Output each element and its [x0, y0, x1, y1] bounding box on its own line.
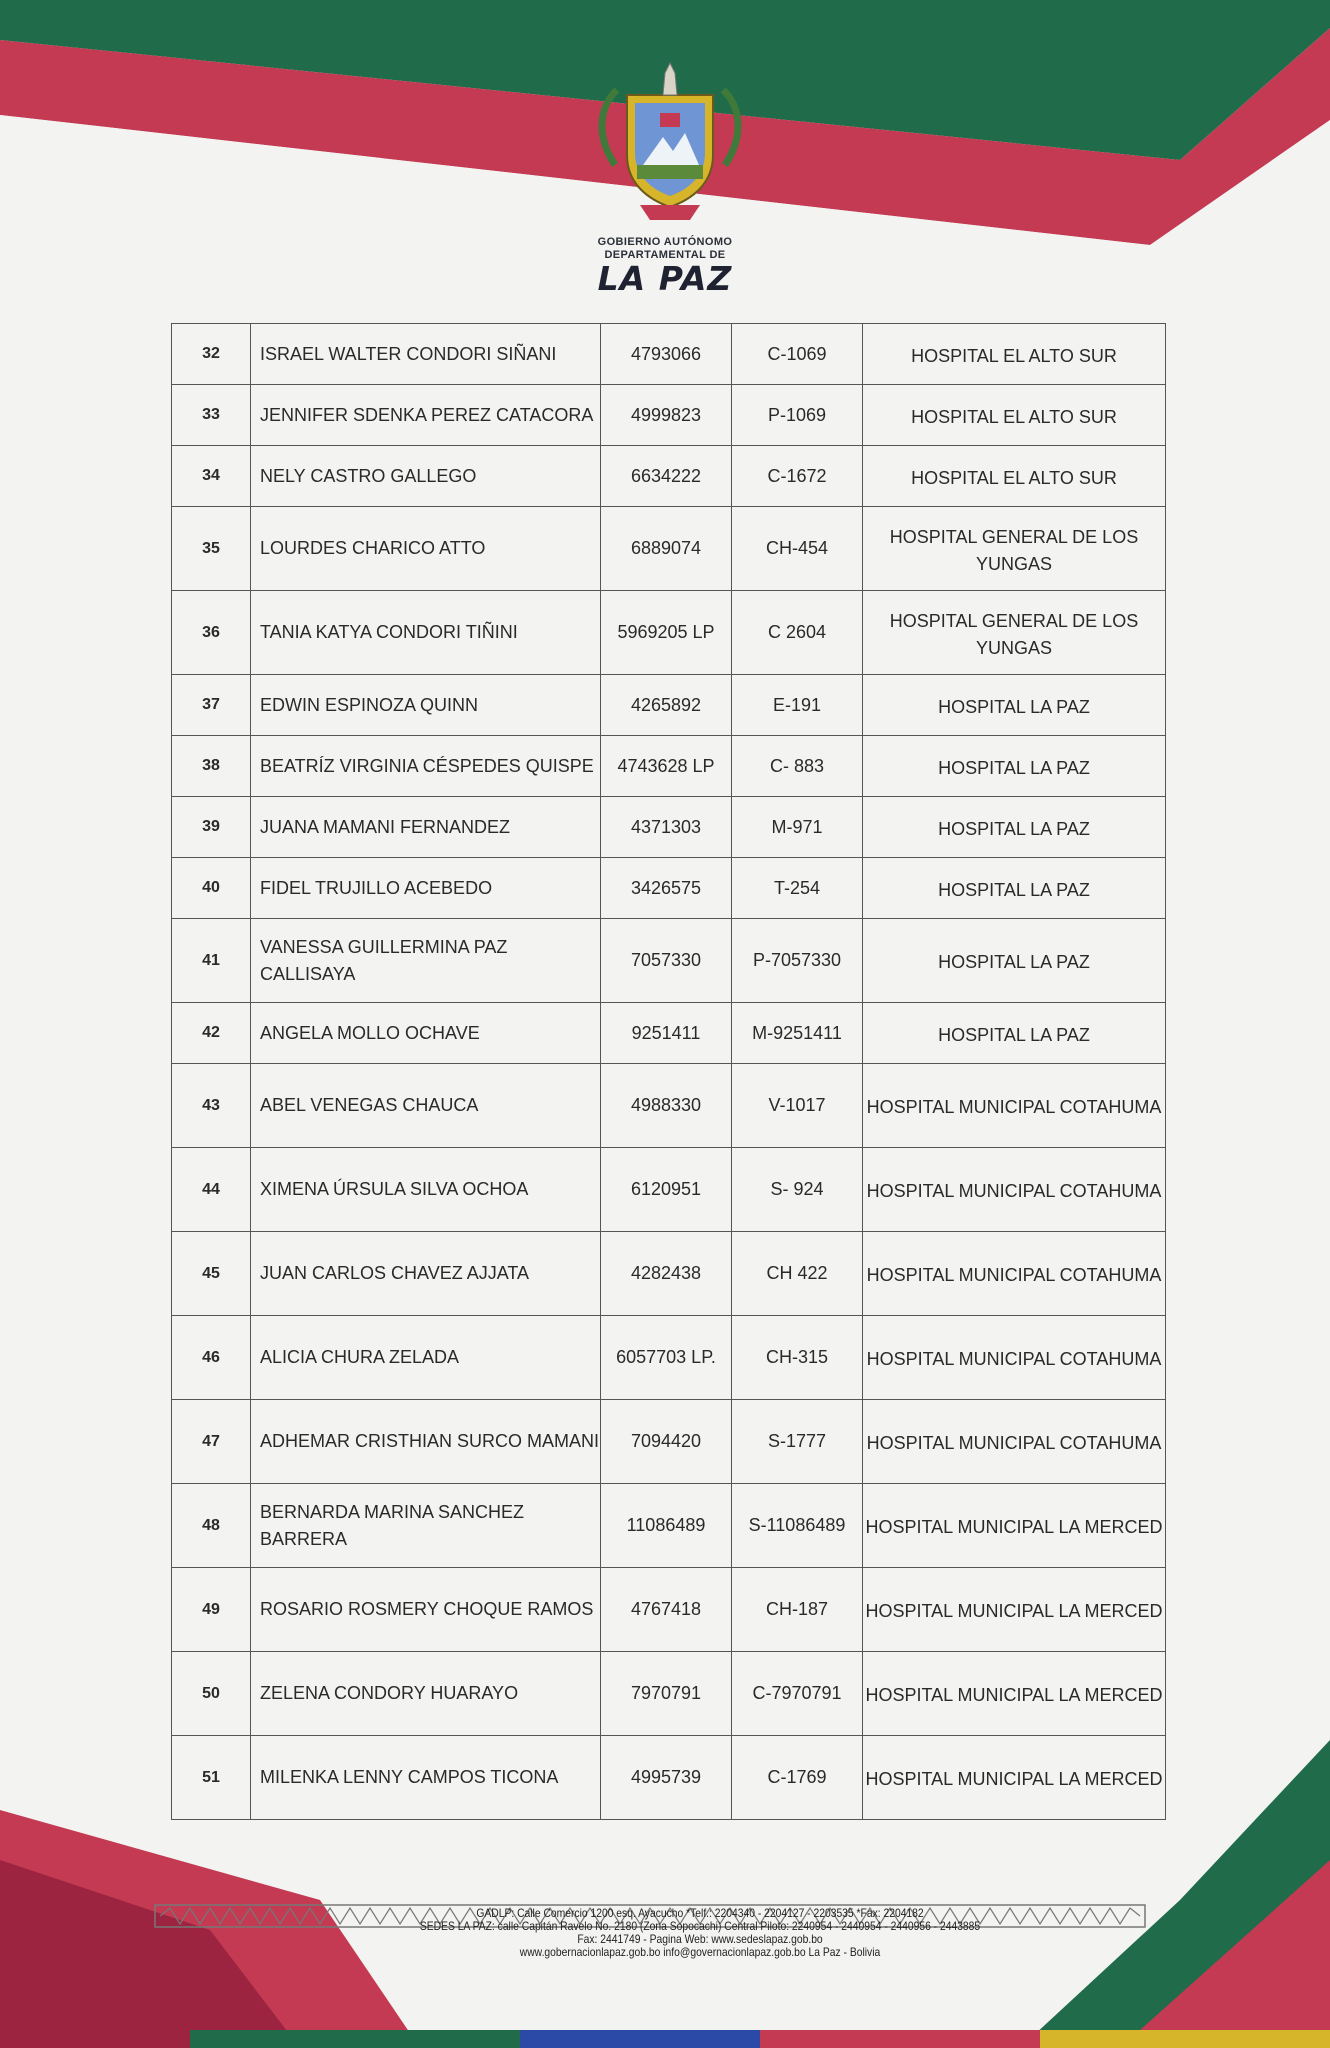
- row-name: JUANA MAMANI FERNANDEZ: [251, 797, 601, 858]
- row-number: 45: [172, 1232, 251, 1316]
- row-number: 42: [172, 1003, 251, 1064]
- table-row: [172, 1064, 1166, 1148]
- footer-line-2: SEDES LA PAZ: calle Capitán Ravelo No. 2180 (Zona Sopocachi) Central Piloto: 2240954 - 2440954 - 2440956 - 2443885: [419, 1919, 981, 1933]
- row-name: ZELENA CONDORY HUARAYO: [251, 1652, 601, 1736]
- row-number: 49: [172, 1568, 251, 1652]
- row-name: ANGELA MOLLO OCHAVE: [251, 1003, 601, 1064]
- row-number: 46: [172, 1316, 251, 1400]
- row-id-number: 4743628 LP: [601, 736, 732, 797]
- row-name: FIDEL TRUJILLO ACEBEDO: [251, 858, 601, 919]
- row-number: 38: [172, 736, 251, 797]
- row-number: 43: [172, 1064, 251, 1148]
- organization-name: [560, 236, 770, 296]
- row-name: VANESSA GUILLERMINA PAZ CALLISAYA: [251, 919, 601, 1003]
- row-hospital: HOSPITAL LA PAZ: [863, 675, 1166, 736]
- row-name: XIMENA ÚRSULA SILVA OCHOA: [251, 1148, 601, 1232]
- table-row: [172, 385, 1166, 446]
- row-code: C 2604: [732, 591, 863, 675]
- row-number: 51: [172, 1736, 251, 1820]
- row-name: ALICIA CHURA ZELADA: [251, 1316, 601, 1400]
- table-row: [172, 1400, 1166, 1484]
- row-code: CH-187: [732, 1568, 863, 1652]
- row-hospital: HOSPITAL MUNICIPAL COTAHUMA: [863, 1232, 1166, 1316]
- table-row: [172, 324, 1166, 385]
- row-name: EDWIN ESPINOZA QUINN: [251, 675, 601, 736]
- row-id-number: 4793066: [601, 324, 732, 385]
- row-hospital: HOSPITAL MUNICIPAL COTAHUMA: [863, 1316, 1166, 1400]
- org-name: LA PAZ: [597, 259, 733, 298]
- row-hospital: HOSPITAL LA PAZ: [863, 1003, 1166, 1064]
- org-line-1: GOBIERNO AUTÓNOMO: [597, 236, 733, 248]
- row-hospital: HOSPITAL LA PAZ: [863, 858, 1166, 919]
- row-code: CH-315: [732, 1316, 863, 1400]
- row-id-number: 6057703 LP.: [601, 1316, 732, 1400]
- row-hospital: HOSPITAL MUNICIPAL COTAHUMA: [863, 1148, 1166, 1232]
- row-code: E-191: [732, 675, 863, 736]
- row-hospital: HOSPITAL MUNICIPAL LA MERCED: [863, 1484, 1166, 1568]
- row-code: CH-454: [732, 507, 863, 591]
- row-code: C- 883: [732, 736, 863, 797]
- row-number: 33: [172, 385, 251, 446]
- bottom-stripe-red: [760, 2030, 1040, 2048]
- row-code: CH 422: [732, 1232, 863, 1316]
- row-name: ABEL VENEGAS CHAUCA: [251, 1064, 601, 1148]
- table-row: [172, 675, 1166, 736]
- row-hospital: HOSPITAL MUNICIPAL LA MERCED: [863, 1652, 1166, 1736]
- row-id-number: 7970791: [601, 1652, 732, 1736]
- row-id-number: 7057330: [601, 919, 732, 1003]
- row-id-number: 9251411: [601, 1003, 732, 1064]
- table-row: [172, 1736, 1166, 1820]
- row-number: 48: [172, 1484, 251, 1568]
- row-name: MILENKA LENNY CAMPOS TICONA: [251, 1736, 601, 1820]
- table-row: [172, 736, 1166, 797]
- row-name: ROSARIO ROSMERY CHOQUE RAMOS: [251, 1568, 601, 1652]
- org-line-2: DEPARTAMENTAL DE: [604, 249, 726, 261]
- row-name: JENNIFER SDENKA PEREZ CATACORA: [251, 385, 601, 446]
- row-code: C-1769: [732, 1736, 863, 1820]
- row-id-number: 4767418: [601, 1568, 732, 1652]
- personnel-table: [171, 323, 1166, 1820]
- row-hospital: HOSPITAL LA PAZ: [863, 919, 1166, 1003]
- table-row: [172, 1148, 1166, 1232]
- row-hospital: HOSPITAL MUNICIPAL COTAHUMA: [863, 1400, 1166, 1484]
- table-row: [172, 1003, 1166, 1064]
- row-id-number: 6889074: [601, 507, 732, 591]
- row-hospital: HOSPITAL EL ALTO SUR: [863, 324, 1166, 385]
- table-row: [172, 797, 1166, 858]
- row-code: C-1069: [732, 324, 863, 385]
- bottom-stripe-gold: [1040, 2030, 1330, 2048]
- row-number: 34: [172, 446, 251, 507]
- row-number: 32: [172, 324, 251, 385]
- row-number: 50: [172, 1652, 251, 1736]
- coat-of-arms-logo: [595, 55, 745, 225]
- row-code: M-9251411: [732, 1003, 863, 1064]
- row-id-number: 4999823: [601, 385, 732, 446]
- row-number: 36: [172, 591, 251, 675]
- table-row: [172, 446, 1166, 507]
- row-id-number: 6120951: [601, 1148, 732, 1232]
- row-name: NELY CASTRO GALLEGO: [251, 446, 601, 507]
- row-name: ADHEMAR CRISTHIAN SURCO MAMANI: [251, 1400, 601, 1484]
- row-number: 41: [172, 919, 251, 1003]
- footer-line-3: Fax: 2441749 - Pagina Web: www.sedeslapaz.gob.bo: [577, 1932, 823, 1946]
- table-row: [172, 1568, 1166, 1652]
- row-code: V-1017: [732, 1064, 863, 1148]
- row-code: C-1672: [732, 446, 863, 507]
- row-name: ISRAEL WALTER CONDORI SIÑANI: [251, 324, 601, 385]
- row-id-number: 7094420: [601, 1400, 732, 1484]
- row-hospital: HOSPITAL EL ALTO SUR: [863, 446, 1166, 507]
- bottom-stripe-blue: [520, 2030, 760, 2048]
- row-hospital: HOSPITAL GENERAL DE LOS YUNGAS: [863, 507, 1166, 591]
- row-id-number: 3426575: [601, 858, 732, 919]
- row-code: S- 924: [732, 1148, 863, 1232]
- row-hospital: HOSPITAL MUNICIPAL COTAHUMA: [863, 1064, 1166, 1148]
- row-hospital: HOSPITAL LA PAZ: [863, 736, 1166, 797]
- row-code: C-7970791: [732, 1652, 863, 1736]
- row-number: 37: [172, 675, 251, 736]
- row-id-number: 5969205 LP: [601, 591, 732, 675]
- row-code: M-971: [732, 797, 863, 858]
- bottom-stripe-green: [190, 2030, 520, 2048]
- row-number: 40: [172, 858, 251, 919]
- row-hospital: HOSPITAL MUNICIPAL LA MERCED: [863, 1736, 1166, 1820]
- footer-line-4: www.gobernacionlapaz.gob.bo info@governacionlapaz.gob.bo La Paz - Bolivia: [519, 1945, 881, 1959]
- table-row: [172, 1316, 1166, 1400]
- table-row: [172, 919, 1166, 1003]
- row-id-number: 4988330: [601, 1064, 732, 1148]
- row-name: JUAN CARLOS CHAVEZ AJJATA: [251, 1232, 601, 1316]
- row-number: 44: [172, 1148, 251, 1232]
- row-hospital: HOSPITAL EL ALTO SUR: [863, 385, 1166, 446]
- row-code: T-254: [732, 858, 863, 919]
- table-row: [172, 591, 1166, 675]
- row-number: 39: [172, 797, 251, 858]
- table-row: [172, 1232, 1166, 1316]
- row-code: P-7057330: [732, 919, 863, 1003]
- footer-line-1: GADLP: Calle Comercio 1200 esq. Ayacucho *Telf.: 2204340 - 2204127 - 2203535 *Fax: 2204182: [476, 1906, 924, 1920]
- row-name: BERNARDA MARINA SANCHEZ BARRERA: [251, 1484, 601, 1568]
- row-id-number: 11086489: [601, 1484, 732, 1568]
- footer-contact: [373, 1907, 1027, 1959]
- row-code: P-1069: [732, 385, 863, 446]
- row-code: S-11086489: [732, 1484, 863, 1568]
- row-name: BEATRÍZ VIRGINIA CÉSPEDES QUISPE: [251, 736, 601, 797]
- row-hospital: HOSPITAL LA PAZ: [863, 797, 1166, 858]
- row-number: 47: [172, 1400, 251, 1484]
- row-name: LOURDES CHARICO ATTO: [251, 507, 601, 591]
- row-id-number: 6634222: [601, 446, 732, 507]
- table-row: [172, 1652, 1166, 1736]
- table-row: [172, 507, 1166, 591]
- table-row: [172, 858, 1166, 919]
- row-id-number: 4371303: [601, 797, 732, 858]
- row-id-number: 4265892: [601, 675, 732, 736]
- row-code: S-1777: [732, 1400, 863, 1484]
- row-name: TANIA KATYA CONDORI TIÑINI: [251, 591, 601, 675]
- row-hospital: HOSPITAL GENERAL DE LOS YUNGAS: [863, 591, 1166, 675]
- table-row: [172, 1484, 1166, 1568]
- row-hospital: HOSPITAL MUNICIPAL LA MERCED: [863, 1568, 1166, 1652]
- row-id-number: 4282438: [601, 1232, 732, 1316]
- row-number: 35: [172, 507, 251, 591]
- row-id-number: 4995739: [601, 1736, 732, 1820]
